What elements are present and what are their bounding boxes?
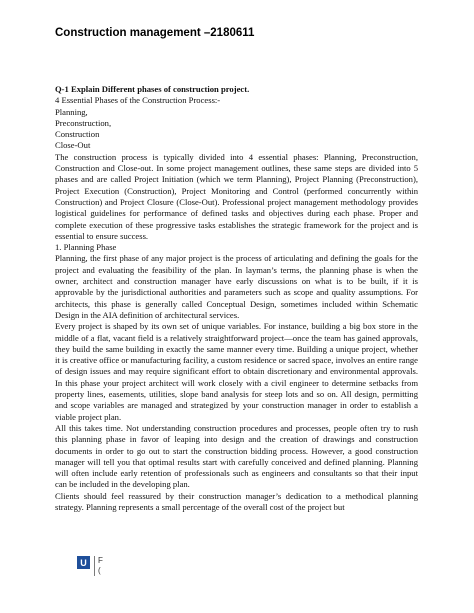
- section-heading: 1. Planning Phase: [55, 242, 117, 253]
- paragraph: Planning, the first phase of any major project is the process of articulating and defining the goals for the project and evaluating the feasibility of the plan. In layman’s terms, the planning phase is when the owner, architect and construction manager have early discussions on what is to be built, if it is approvable by the jurisdictional authorities and parameters such as scope and quality assumptions. For architects, this phase is generally called Conceptual Design, sometimes included within Schematic Design in the AIA definition of architectural services.: [55, 253, 418, 320]
- paragraph: All this takes time. Not understanding construction procedures and processes, people often try to rush this planning phase in favor of leaping into design and the creation of drawings and construction documents in order to go out to start the construction bidding process. However, a good construction manager will tell you that optimal results start with carefully conceived and defined planning. Planning will often include early retention of professionals such as engineers and consultants so that their input can be included in the developing plan.: [55, 422, 418, 490]
- footer-text: [94, 556, 103, 576]
- university-logo-icon: U: [77, 556, 90, 569]
- page-footer: [77, 556, 103, 576]
- paragraph: The construction process is typically divided into 4 essential phases: Planning, Preconstruction, Construction and Close-out. In some project management outlines, these same steps are divided into 5 phases and are called Project Initiation (which we term Planning), Project Planning (Preconstruction), Project Execution (Construction), Project Monitoring and Control (performed concurrently within Construction) and Project Closure (Close-Out). Professional project management methodology provides logistical guidelines for performance of defined tasks and objectives during each phase. Proper and complete execution of these progressive tasks establishes the strategic framework for the project and is essential to ensure success.: [55, 151, 418, 241]
- phase-item: Construction: [55, 129, 100, 140]
- paragraph: Every project is shaped by its own set of unique variables. For instance, building a big box store in the middle of a flat, vacant field is a relatively straightforward project—once the team has gained approvals, they build the same building in exactly the same manner every time. Building a unique project, whether it is creative office or manufacturing facility, a custom residence or sacred space, involves an entire range of design issues and may require significant effort to obtain discretionary and environmental approvals. In this phase your project architect will work closely with a civil engineer to determine setbacks from property lines, easements, utilities, slope band analysis for steep lots and so on. All design, permitting and scope variables are managed and strategized by your construction manager in order to establish a viable project plan.: [55, 321, 418, 422]
- page-header: Construction management –2180611: [55, 27, 255, 39]
- footer-line: F: [98, 556, 103, 565]
- footer-line: (: [98, 566, 101, 575]
- document-body: [55, 84, 418, 513]
- phases-intro: 4 Essential Phases of the Construction Process:-: [55, 95, 221, 106]
- phase-item: Preconstruction,: [55, 117, 112, 128]
- paragraph: Clients should feel reassured by their construction manager’s dedication to a methodical planning strategy. Planning represents a small percentage of the overall cost of the project but: [55, 490, 418, 512]
- question-heading: Q-1 Explain Different phases of construction project.: [55, 84, 250, 94]
- phase-item: Planning,: [55, 106, 88, 117]
- phase-item: Close-Out: [55, 140, 91, 151]
